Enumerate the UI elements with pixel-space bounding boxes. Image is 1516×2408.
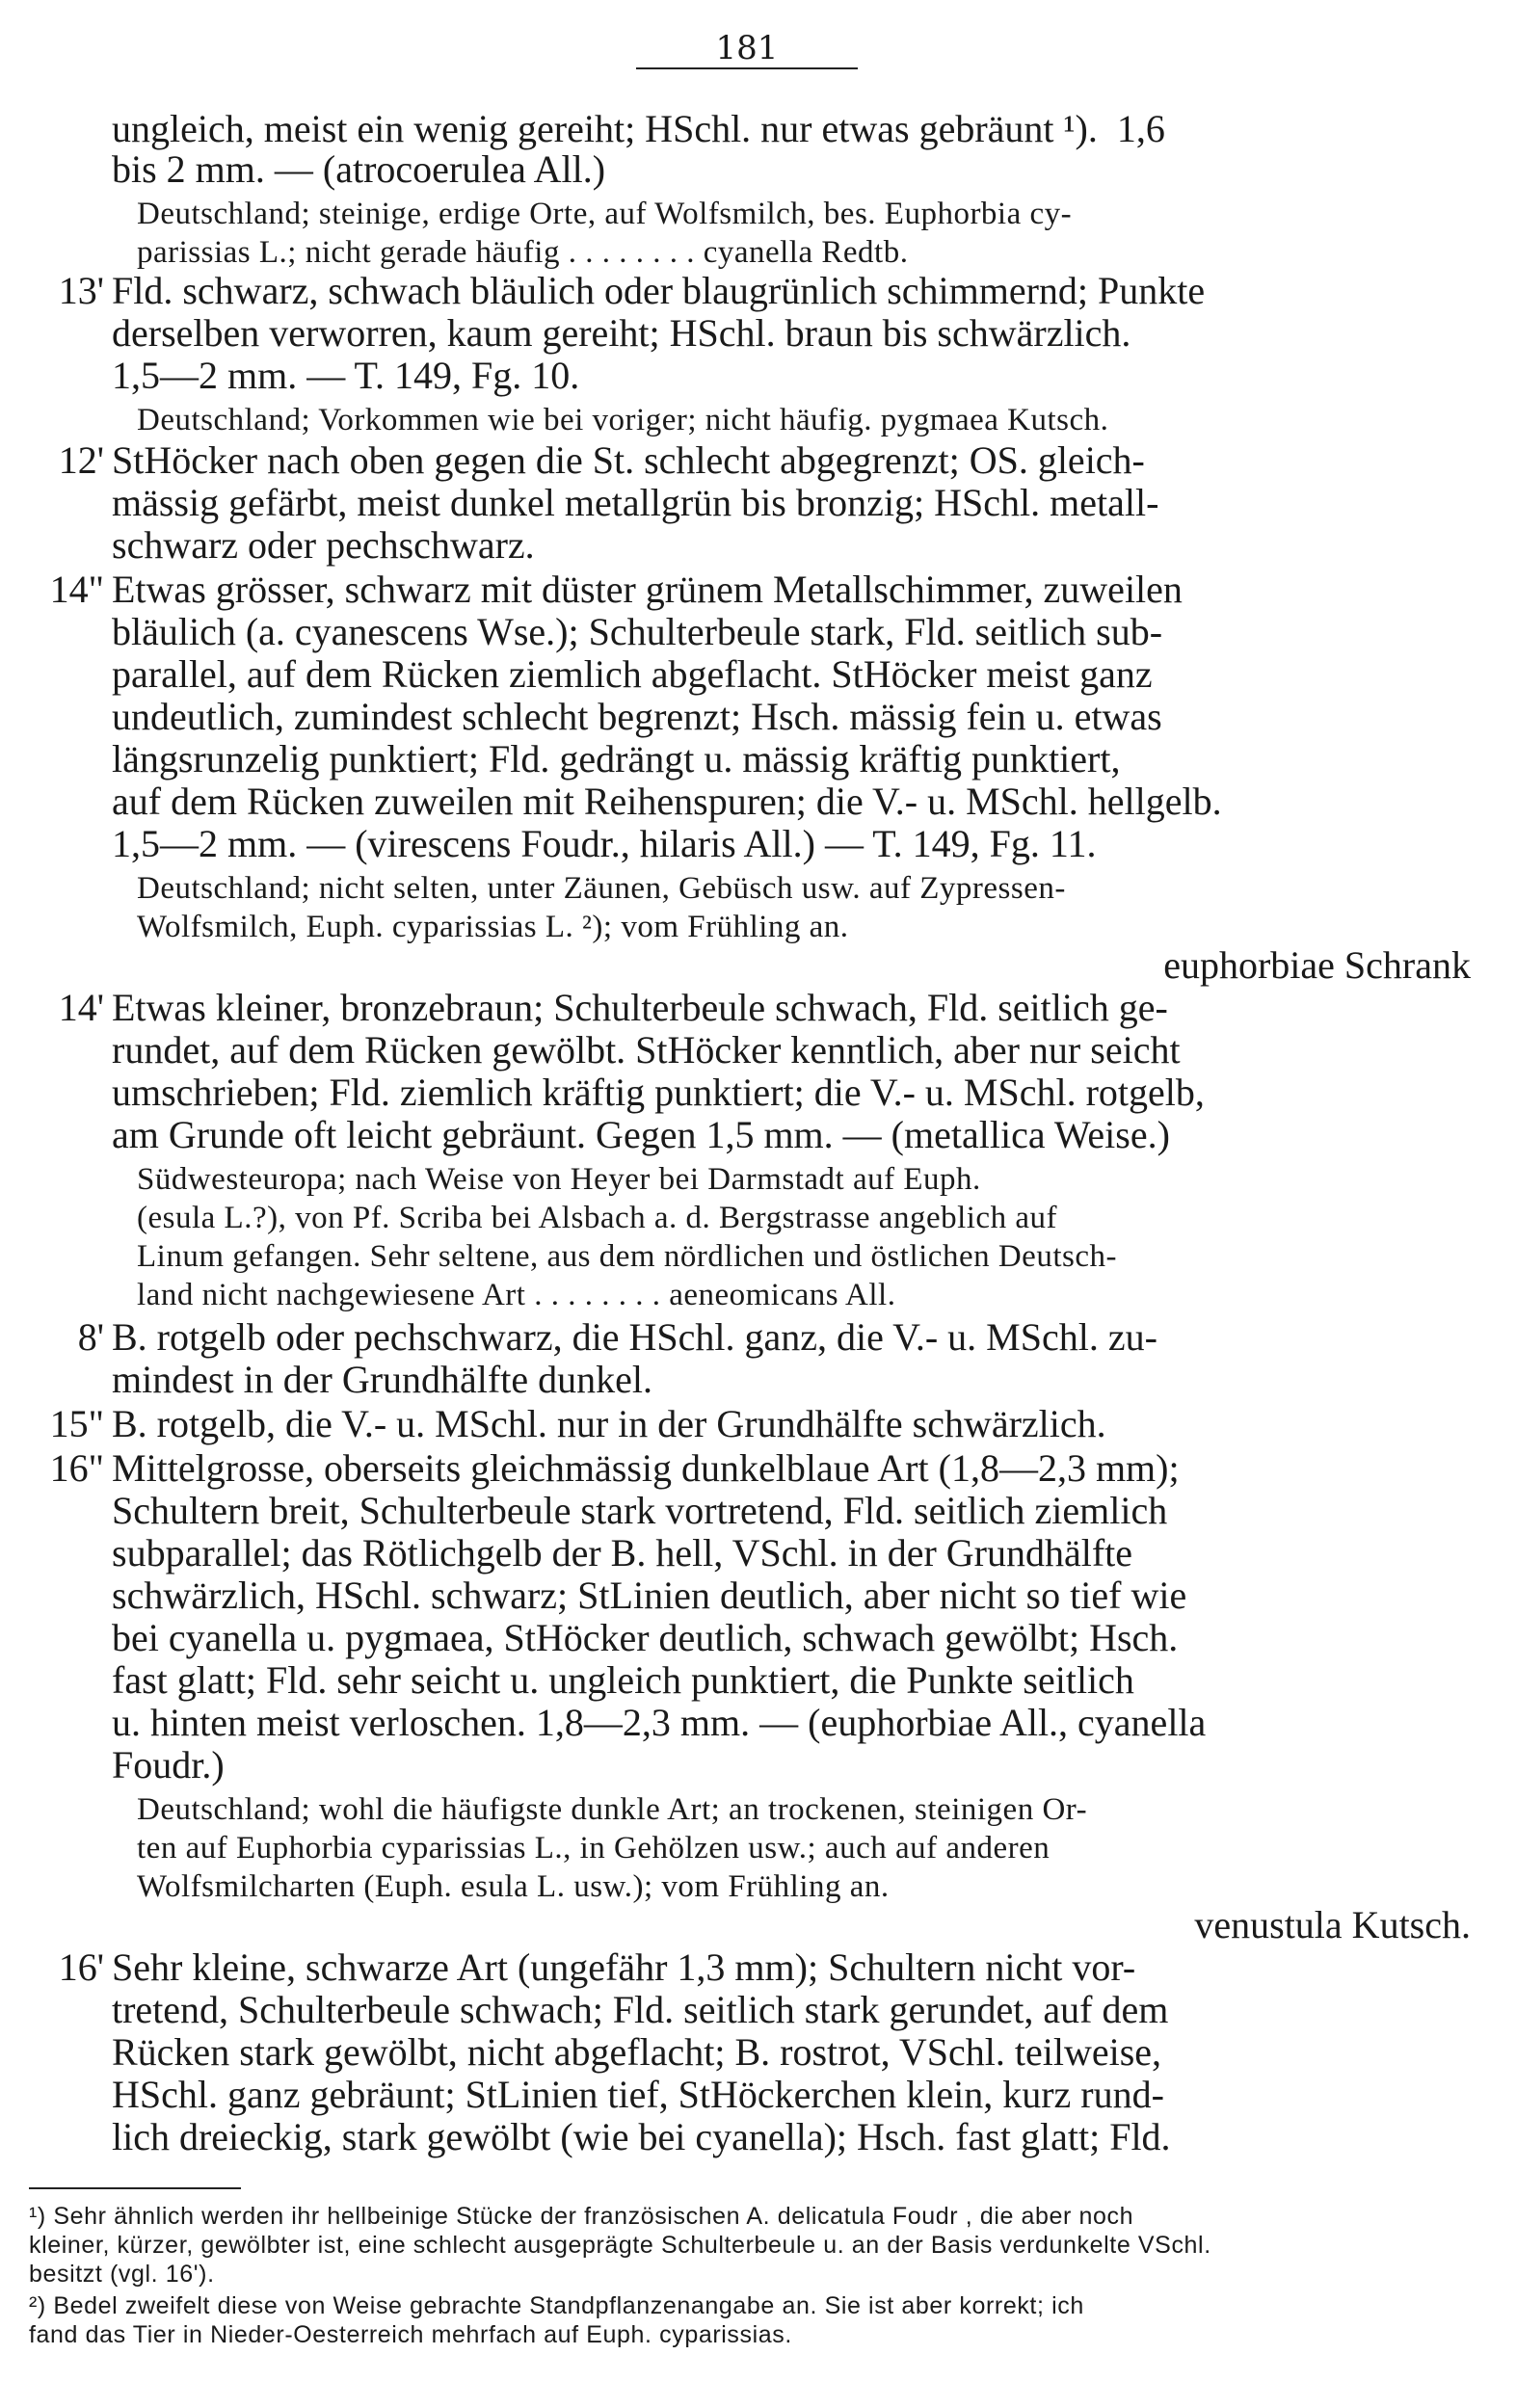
couplet-number: 15" xyxy=(49,1402,104,1445)
habitat-line: Deutschland; Vorkommen wie bei voriger; nicht häufig. pygmaea Kutsch. xyxy=(137,403,1109,437)
habitat-line: land nicht nachgewiesene Art . . . . . . . . aeneomicans All. xyxy=(137,1278,896,1312)
footnote-line: besitzt (vgl. 16'). xyxy=(29,2261,215,2288)
key-entry: 12' StHöcker nach oben gegen die St. schlecht abgegrenzt; OS. gleich- xyxy=(112,439,1471,482)
text-line: parallel, auf dem Rücken ziemlich abgeflacht. StHöcker meist ganz xyxy=(112,652,1153,696)
text-line: rundet, auf dem Rücken gewölbt. StHöcker kenntlich, aber nur seicht xyxy=(112,1028,1181,1072)
footnote-line: kleiner, kürzer, gewölbter ist, eine schlecht ausgeprägte Schulterbeule u. an der Basis verdunkelte VSchl. xyxy=(29,2232,1211,2259)
text-line: tretend, Schulterbeule schwach; Fld. seitlich stark gerundet, auf dem xyxy=(112,1988,1169,2031)
text-line: schwarz oder pechschwarz. xyxy=(112,523,535,567)
text-line: ungleich, meist ein wenig gereiht; HSchl. nur etwas gebräunt ¹). 1,6 xyxy=(112,107,1165,150)
text-line: u. hinten meist verloschen. 1,8—2,3 mm. — (euphorbiae All., cyanella xyxy=(112,1701,1207,1744)
text-line: mässig gefärbt, meist dunkel metallgrün bis bronzig; HSchl. metall- xyxy=(112,481,1159,524)
habitat-line: Deutschland; nicht selten, unter Zäunen, Gebüsch usw. auf Zypressen- xyxy=(137,871,1066,906)
text-line: umschrieben; Fld. ziemlich kräftig punktiert; die V.- u. MSchl. rotgelb, xyxy=(112,1071,1205,1114)
text-line: subparallel; das Rötlichgelb der B. hell, VSchl. in der Grundhälfte xyxy=(112,1531,1133,1574)
habitat-line: ten auf Euphorbia cyparissias L., in Gehölzen usw.; auch auf anderen xyxy=(137,1831,1051,1866)
text-line: bläulich (a. cyanescens Wse.); Schulterbeule stark, Fld. seitlich sub- xyxy=(112,610,1163,653)
footnote-rule xyxy=(29,2187,241,2189)
text-line: bei cyanella u. pygmaea, StHöcker deutlich, schwach gewölbt; Hsch. xyxy=(112,1616,1179,1659)
text-line: Foudr.) xyxy=(112,1743,225,1786)
key-entry: 16' Sehr kleine, schwarze Art (ungefähr 1,3 mm); Schultern nicht vor- xyxy=(112,1946,1471,1989)
key-entry: 13' Fld. schwarz, schwach bläulich oder blaugrünlich schimmernd; Punkte xyxy=(112,270,1471,312)
footnote-line: ¹) Sehr ähnlich werden ihr hellbeinige Stücke der französischen A. delicatula Foudr , die aber noch xyxy=(29,2203,1134,2230)
key-entry: 8' B. rotgelb oder pechschwarz, die HSchl. ganz, die V.- u. MSchl. zu- xyxy=(112,1316,1471,1359)
text-line: bis 2 mm. — (atrocoerulea All.) xyxy=(112,147,606,191)
habitat-line: Wolfsmilch, Euph. cyparissias L. ²); vom Frühling an. xyxy=(137,910,849,944)
text-line: lich dreieckig, stark gewölbt (wie bei cyanella); Hsch. fast glatt; Fld. xyxy=(112,2115,1171,2158)
text-line: fast glatt; Fld. sehr seicht u. ungleich punktiert, die Punkte seitlich xyxy=(112,1658,1134,1702)
couplet-number: 13' xyxy=(58,269,104,312)
footnote-line: fand das Tier in Nieder-Oesterreich mehrfach auf Euph. cyparissias. xyxy=(29,2321,792,2348)
habitat-line: parissias L.; nicht gerade häufig . . . . . . . . cyanella Redtb. xyxy=(137,235,909,270)
text-line: 1,5—2 mm. — T. 149, Fg. 10. xyxy=(112,354,580,397)
couplet-number: 8' xyxy=(77,1315,104,1359)
text-line: am Grunde oft leicht gebräunt. Gegen 1,5 mm. — (metallica Weise.) xyxy=(112,1113,1170,1156)
text-line: 1,5—2 mm. — (virescens Foudr., hilaris All.) — T. 149, Fg. 11. xyxy=(112,822,1097,865)
habitat-line: Südwesteuropa; nach Weise von Heyer bei Darmstadt auf Euph. xyxy=(137,1162,981,1197)
habitat-line: Deutschland; steinige, erdige Orte, auf Wolfsmilch, bes. Euphorbia cy- xyxy=(137,197,1073,231)
habitat-line: Linum gefangen. Sehr seltene, aus dem nördlichen und östlichen Deutsch- xyxy=(137,1239,1117,1274)
key-entry: 14" Etwas grösser, schwarz mit düster grünem Metallschimmer, zuweilen xyxy=(112,569,1471,611)
key-entry: 16" Mittelgrosse, oberseits gleichmässig dunkelblaue Art (1,8—2,3 mm); xyxy=(112,1447,1471,1490)
text-line: mindest in der Grundhälfte dunkel. xyxy=(112,1358,652,1401)
footnote-line: ²) Bedel zweifelt diese von Weise gebrachte Standpflanzenangabe an. Sie ist aber korrekt; ich xyxy=(29,2292,1084,2319)
habitat-line: Deutschland; wohl die häufigste dunkle Art; an trockenen, steinigen Or- xyxy=(137,1792,1088,1827)
text-line: Rücken stark gewölbt, nicht abgeflacht; B. rostrot, VSchl. teilweise, xyxy=(112,2030,1162,2074)
text-line: längsrunzelig punktiert; Fld. gedrängt u. mässig kräftig punktiert, xyxy=(112,737,1121,781)
species-name: euphorbiae Schrank xyxy=(1163,943,1471,987)
text-line: schwärzlich, HSchl. schwarz; StLinien deutlich, aber nicht so tief wie xyxy=(112,1574,1187,1617)
habitat-line: (esula L.?), von Pf. Scriba bei Alsbach a. d. Bergstrasse angeblich auf xyxy=(137,1201,1057,1235)
couplet-number: 14" xyxy=(49,568,104,611)
key-entry: 15" B. rotgelb, die V.- u. MSchl. nur in der Grundhälfte schwärzlich. xyxy=(112,1403,1471,1445)
text-line: undeutlich, zumindest schlecht begrenzt; Hsch. mässig fein u. etwas xyxy=(112,695,1162,738)
page-number: 181 xyxy=(715,29,779,67)
text-line: Schultern breit, Schulterbeule stark vortretend, Fld. seitlich ziemlich xyxy=(112,1489,1168,1532)
couplet-number: 16' xyxy=(58,1945,104,1989)
couplet-number: 12' xyxy=(58,438,104,482)
couplet-number: 16" xyxy=(49,1446,104,1490)
text-line: derselben verworren, kaum gereiht; HSchl. braun bis schwärzlich. xyxy=(112,311,1131,355)
habitat-line: Wolfsmilcharten (Euph. esula L. usw.); vom Frühling an. xyxy=(137,1869,890,1904)
text-line: HSchl. ganz gebräunt; StLinien tief, StHöckerchen klein, kurz rund- xyxy=(112,2073,1164,2116)
header-rule xyxy=(636,67,858,69)
couplet-number: 14' xyxy=(58,986,104,1029)
species-name: venustula Kutsch. xyxy=(1194,1903,1471,1946)
text-line: auf dem Rücken zuweilen mit Reihenspuren; die V.- u. MSchl. hellgelb. xyxy=(112,780,1222,823)
key-entry: 14' Etwas kleiner, bronzebraun; Schulterbeule schwach, Fld. seitlich ge- xyxy=(112,987,1471,1029)
